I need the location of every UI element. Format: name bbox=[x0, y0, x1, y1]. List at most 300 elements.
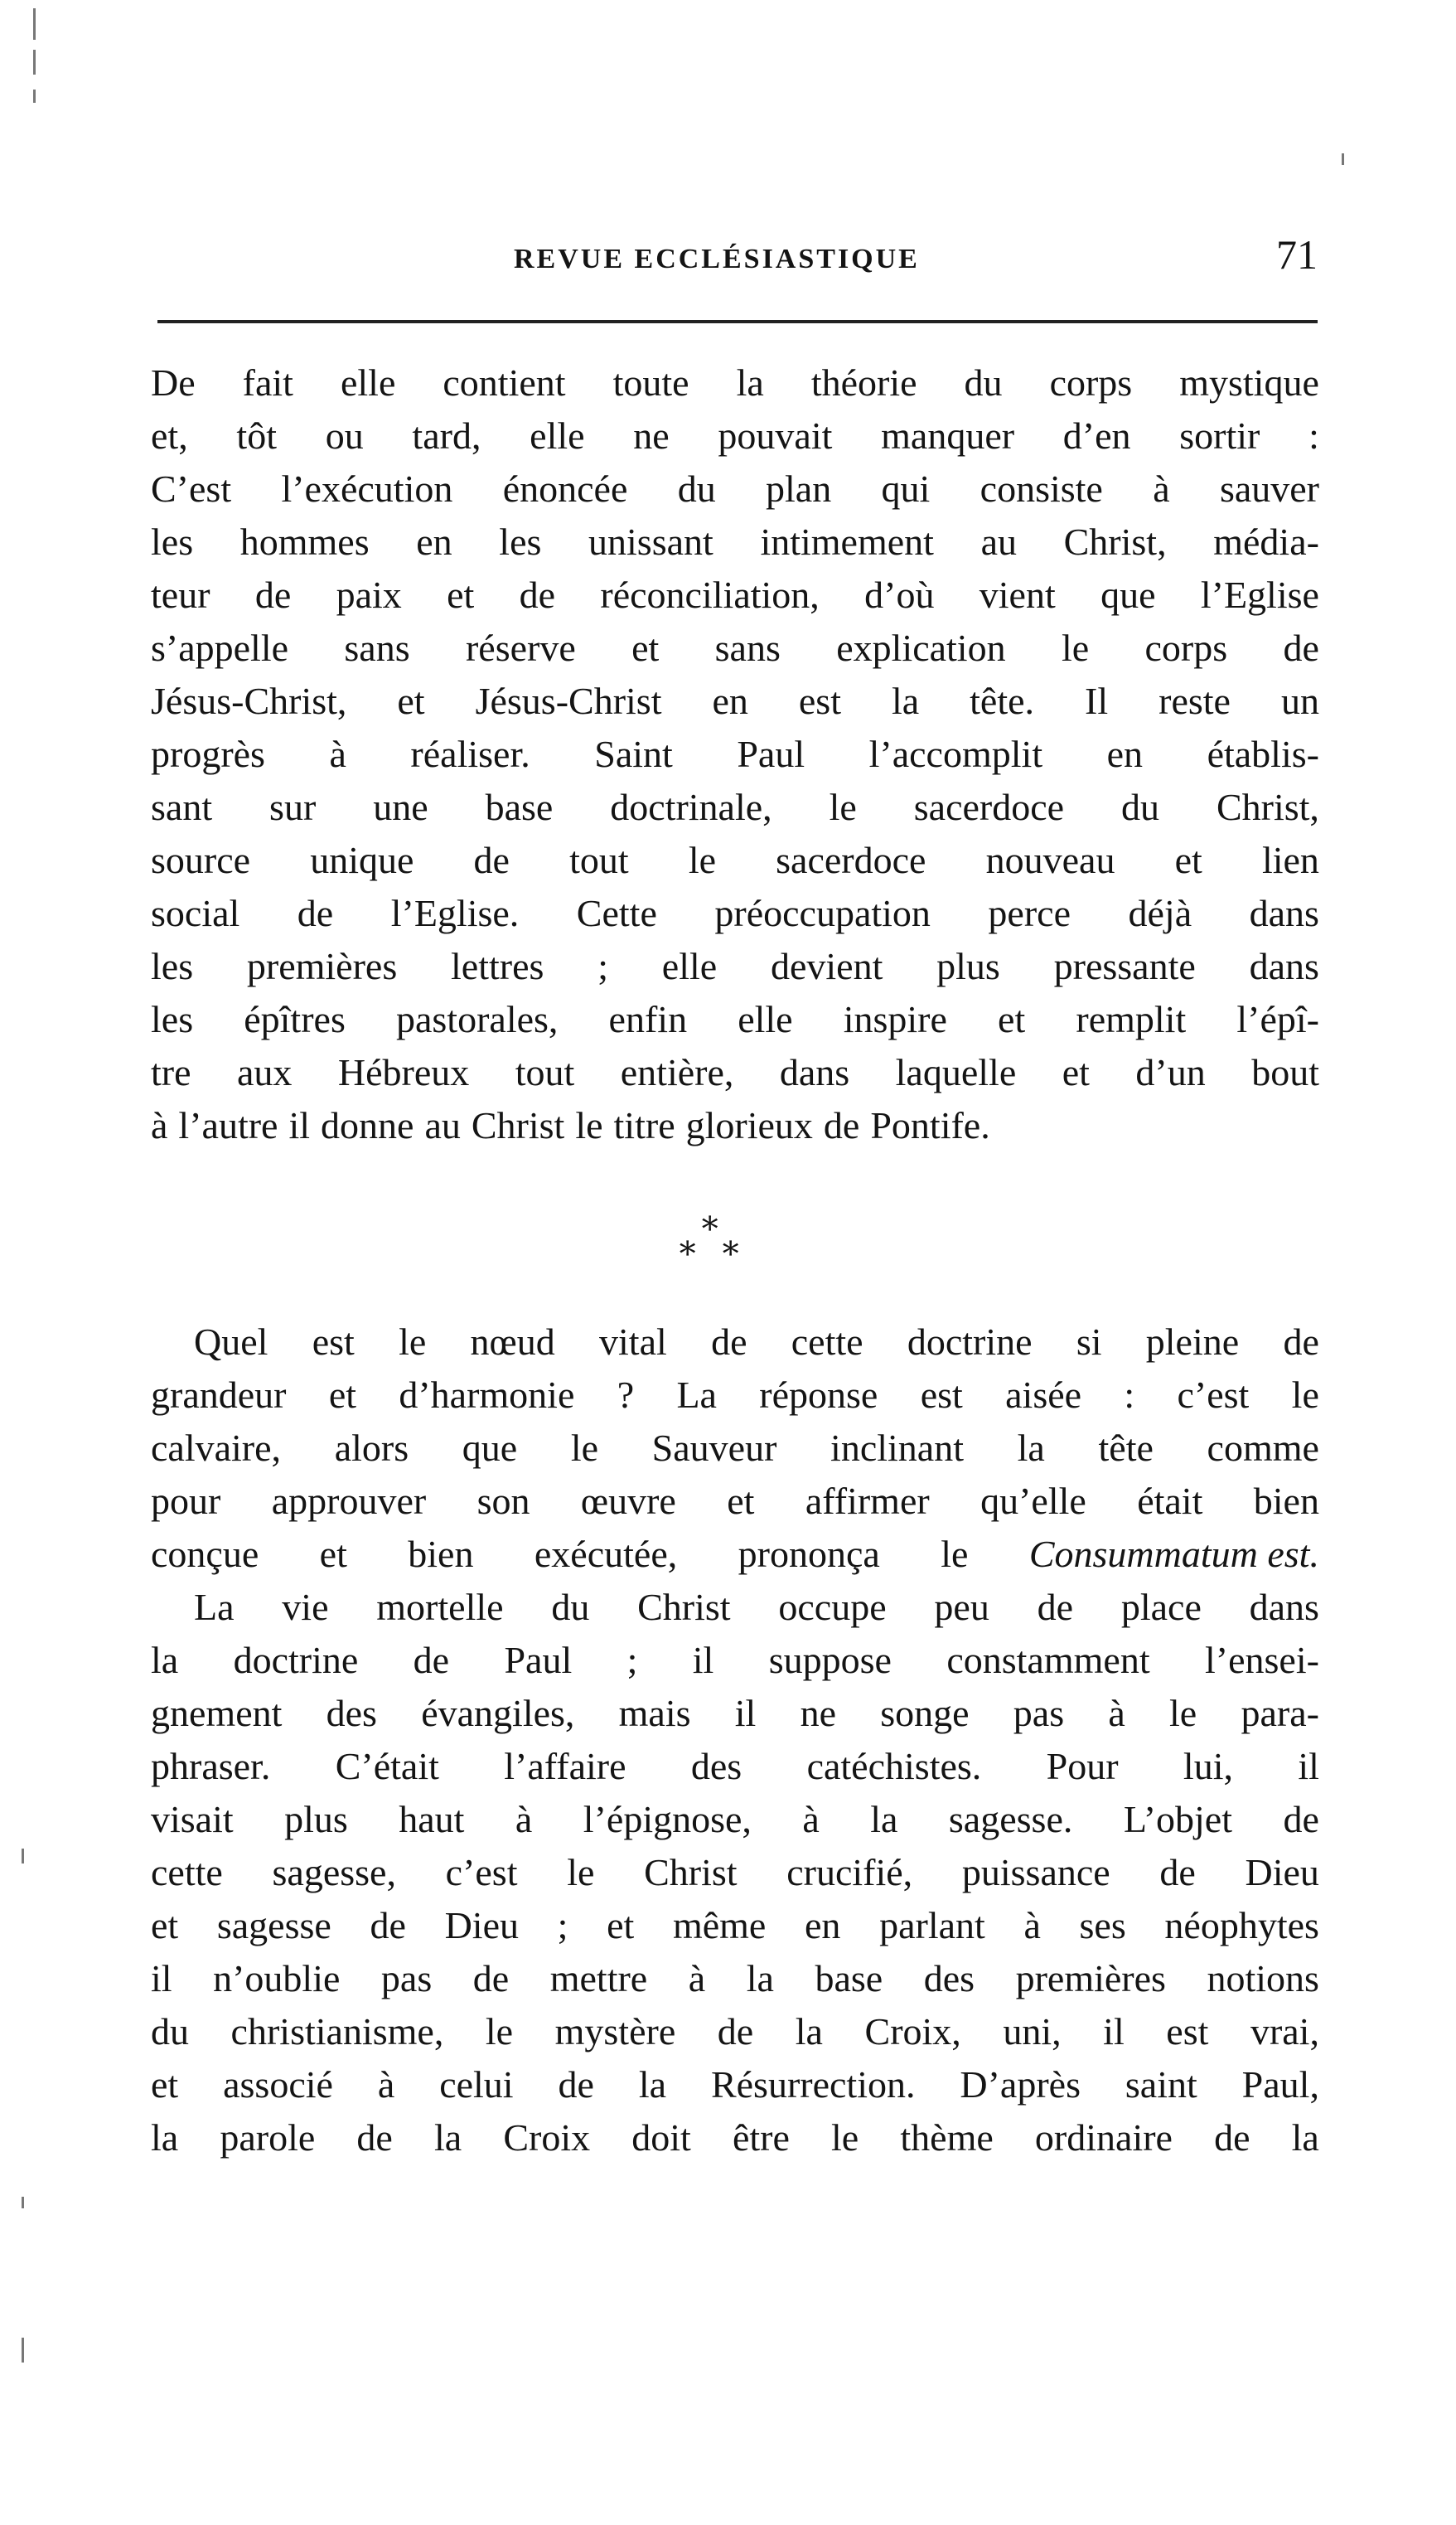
word: la bbox=[638, 2063, 667, 2106]
word: enfin bbox=[608, 998, 688, 1040]
word: du bbox=[677, 468, 716, 510]
text-line bbox=[151, 1475, 1319, 1528]
word: tête. bbox=[970, 680, 1035, 722]
word: remplit bbox=[1076, 998, 1187, 1040]
word: néophytes bbox=[1164, 1904, 1319, 1946]
word: doctrine bbox=[233, 1639, 359, 1681]
word: dans bbox=[779, 1051, 850, 1093]
word: de bbox=[558, 2063, 594, 2106]
word: christianisme, bbox=[230, 2010, 444, 2052]
word: visait bbox=[151, 1798, 234, 1840]
word: entière, bbox=[620, 1051, 734, 1093]
word: à bbox=[329, 733, 346, 775]
word: ; bbox=[597, 945, 608, 987]
word: la bbox=[1017, 1427, 1045, 1469]
word: calvaire, bbox=[151, 1427, 282, 1469]
word: la bbox=[746, 1957, 774, 1999]
word: est bbox=[798, 680, 841, 722]
word: pleine bbox=[1145, 1321, 1240, 1363]
word: l’exécution bbox=[281, 468, 453, 510]
word: crucifié, bbox=[786, 1851, 913, 1893]
word: la bbox=[1291, 2116, 1319, 2159]
text-line bbox=[151, 463, 1319, 516]
text-line bbox=[151, 1687, 1319, 1740]
text-line bbox=[151, 1634, 1319, 1687]
scan-mark bbox=[1342, 153, 1344, 165]
word: Paul, bbox=[1241, 2063, 1319, 2106]
word: cette bbox=[791, 1321, 863, 1363]
word: sagesse. bbox=[948, 1798, 1073, 1840]
word: la bbox=[433, 2116, 462, 2159]
word: du bbox=[964, 361, 1003, 404]
word: Saint bbox=[594, 733, 673, 775]
word: La bbox=[194, 1586, 235, 1628]
word: et, bbox=[151, 414, 188, 457]
word: place bbox=[1120, 1586, 1202, 1628]
word: média- bbox=[1213, 521, 1319, 563]
word: elle bbox=[738, 998, 793, 1040]
text-line bbox=[151, 516, 1319, 569]
word: mortelle bbox=[376, 1586, 504, 1628]
word: il bbox=[692, 1639, 714, 1681]
running-title: REVUE ECCLÉSIASTIQUE bbox=[514, 244, 920, 274]
word: c’est bbox=[1177, 1374, 1250, 1416]
word: doctrine bbox=[907, 1321, 1033, 1363]
word: les bbox=[151, 945, 194, 987]
word: Dieu bbox=[1245, 1851, 1319, 1893]
word: évangiles, bbox=[421, 1692, 575, 1734]
text-line bbox=[151, 1952, 1319, 2005]
word: œuvre bbox=[580, 1480, 676, 1522]
word: dans bbox=[1249, 892, 1319, 934]
word: mais bbox=[618, 1692, 691, 1734]
word: puissance bbox=[961, 1851, 1110, 1893]
word: Christ bbox=[637, 1586, 731, 1628]
word: sagesse, bbox=[272, 1851, 396, 1893]
word: manquer bbox=[881, 414, 1015, 457]
word: exécutée, bbox=[534, 1533, 678, 1575]
word: pour bbox=[151, 1480, 221, 1522]
word: il bbox=[151, 1957, 172, 1999]
word: de bbox=[1283, 1798, 1319, 1840]
word: les bbox=[151, 521, 194, 563]
word: même bbox=[672, 1904, 767, 1946]
word: être bbox=[732, 2116, 790, 2159]
word: et bbox=[998, 998, 1026, 1040]
word: la bbox=[795, 2010, 823, 2052]
word: explication bbox=[836, 627, 1006, 669]
word: Christ bbox=[471, 1104, 565, 1146]
word: Croix bbox=[503, 2116, 591, 2159]
word: devient bbox=[770, 945, 883, 987]
word: et bbox=[727, 1480, 755, 1522]
word: C’est bbox=[151, 468, 232, 510]
word: vie bbox=[282, 1586, 329, 1628]
word: l’ensei- bbox=[1204, 1639, 1319, 1681]
word: des bbox=[690, 1745, 743, 1787]
word: comme bbox=[1207, 1427, 1319, 1469]
text-line bbox=[151, 781, 1319, 834]
word: la bbox=[736, 361, 764, 404]
word: du bbox=[151, 2010, 189, 2052]
word: bien bbox=[408, 1533, 474, 1575]
word: notions bbox=[1207, 1957, 1319, 1999]
word: de bbox=[254, 574, 292, 616]
word: le bbox=[567, 1851, 595, 1893]
word: Sauveur bbox=[651, 1427, 777, 1469]
word: d’où bbox=[864, 574, 935, 616]
word: celui bbox=[439, 2063, 514, 2106]
word: que bbox=[1100, 574, 1156, 616]
word: n’oublie bbox=[213, 1957, 341, 1999]
word: et bbox=[631, 627, 660, 669]
word: C’était bbox=[335, 1745, 439, 1787]
word: Cette bbox=[576, 892, 657, 934]
word: Paul bbox=[737, 733, 805, 775]
text-line bbox=[151, 834, 1319, 887]
word: la bbox=[891, 680, 920, 722]
asterisk-mark: ∗ bbox=[699, 1204, 722, 1241]
text-line bbox=[151, 887, 1319, 940]
word: bout bbox=[1251, 1051, 1319, 1093]
word: et bbox=[447, 574, 475, 616]
word: paix bbox=[336, 574, 402, 616]
word: Paul bbox=[504, 1639, 573, 1681]
word: il bbox=[734, 1692, 757, 1734]
word: L’objet bbox=[1123, 1798, 1232, 1840]
word: titre bbox=[613, 1104, 675, 1146]
word: est bbox=[920, 1374, 963, 1416]
word: tre bbox=[151, 1051, 191, 1093]
word: de bbox=[473, 839, 510, 881]
word: haut bbox=[399, 1798, 465, 1840]
word: Christ bbox=[644, 1851, 738, 1893]
word: au bbox=[424, 1104, 461, 1146]
word: le bbox=[829, 786, 857, 828]
word: du bbox=[1121, 786, 1160, 828]
word: l’Eglise. bbox=[390, 892, 520, 934]
word: saint bbox=[1125, 2063, 1197, 2106]
word: au bbox=[980, 521, 1017, 563]
text-line bbox=[151, 1528, 1319, 1581]
word: phraser. bbox=[151, 1745, 271, 1787]
word: sauver bbox=[1219, 468, 1319, 510]
word: à bbox=[515, 1798, 533, 1840]
word: base bbox=[815, 1957, 883, 1999]
word: et bbox=[1174, 839, 1202, 881]
word: conçue bbox=[151, 1533, 259, 1575]
page-header bbox=[157, 224, 1318, 290]
word: : bbox=[1124, 1374, 1135, 1416]
word: ne bbox=[800, 1692, 836, 1734]
word: l’accomplit bbox=[868, 733, 1043, 775]
text-line bbox=[151, 1846, 1319, 1899]
word: à bbox=[377, 2063, 395, 2106]
word: lien bbox=[1261, 839, 1319, 881]
word: à bbox=[688, 1957, 706, 1999]
word: De bbox=[151, 361, 196, 404]
word: tête bbox=[1098, 1427, 1154, 1469]
word: corps bbox=[1144, 627, 1228, 669]
word: le bbox=[570, 1427, 599, 1469]
word: Christ, bbox=[1063, 521, 1167, 563]
word: dans bbox=[1249, 1586, 1319, 1628]
word: parole bbox=[220, 2116, 316, 2159]
word: à bbox=[1153, 468, 1170, 510]
word: Jésus-Christ bbox=[475, 680, 662, 722]
word: ? bbox=[617, 1374, 635, 1416]
word: pressante bbox=[1053, 945, 1196, 987]
word: Christ, bbox=[1216, 786, 1319, 828]
word: Résurrection. bbox=[710, 2063, 916, 2106]
word: théorie bbox=[810, 361, 917, 404]
word: mettre bbox=[549, 1957, 648, 1999]
word: et bbox=[397, 680, 425, 722]
word: pouvait bbox=[718, 414, 833, 457]
word: base bbox=[485, 786, 554, 828]
word: de bbox=[472, 1957, 510, 1999]
text-line bbox=[151, 728, 1319, 781]
word: associé bbox=[223, 2063, 333, 2106]
scan-mark bbox=[22, 1849, 24, 1863]
scan-mark bbox=[22, 2197, 24, 2208]
word: unique bbox=[310, 839, 414, 881]
word: lettres bbox=[451, 945, 544, 987]
word: sacerdoce bbox=[913, 786, 1065, 828]
word: mystique bbox=[1179, 361, 1319, 404]
word: le bbox=[575, 1104, 603, 1146]
word: consiste bbox=[980, 468, 1103, 510]
text-line bbox=[151, 2058, 1319, 2111]
word: tout bbox=[569, 839, 629, 881]
word: plus bbox=[284, 1798, 348, 1840]
word: réserve bbox=[465, 627, 576, 669]
word: social bbox=[151, 892, 240, 934]
text-line bbox=[151, 410, 1319, 463]
word: tout bbox=[515, 1051, 575, 1093]
word: des bbox=[326, 1692, 377, 1734]
word: alors bbox=[334, 1427, 409, 1469]
word: ; bbox=[557, 1904, 568, 1946]
word: affirmer bbox=[805, 1480, 930, 1522]
word: nouveau bbox=[985, 839, 1115, 881]
word: source bbox=[151, 839, 251, 881]
word: à bbox=[1023, 1904, 1041, 1946]
word: elle bbox=[340, 361, 396, 404]
text-line bbox=[151, 1793, 1319, 1846]
word: plan bbox=[766, 468, 832, 510]
paragraph-2-and-3 bbox=[151, 1316, 1319, 2164]
word: Hébreux bbox=[337, 1051, 470, 1093]
word: épîtres bbox=[244, 998, 346, 1040]
word: toute bbox=[612, 361, 689, 404]
word: en bbox=[1106, 733, 1144, 775]
word: la bbox=[151, 1639, 179, 1681]
word: Dieu bbox=[444, 1904, 519, 1946]
word: si bbox=[1076, 1321, 1102, 1363]
word: plus bbox=[936, 945, 1000, 987]
word: ou bbox=[325, 414, 364, 457]
word: réconciliation, bbox=[600, 574, 820, 616]
scan-mark bbox=[33, 8, 36, 40]
word: préoccupation bbox=[714, 892, 931, 934]
word: de bbox=[370, 1904, 406, 1946]
word: d’harmonie bbox=[399, 1374, 575, 1416]
word: de bbox=[1037, 1586, 1074, 1628]
word: aux bbox=[236, 1051, 293, 1093]
word: les bbox=[499, 521, 542, 563]
word: sagesse bbox=[216, 1904, 331, 1946]
word: approuver bbox=[271, 1480, 427, 1522]
text-line bbox=[151, 2005, 1319, 2058]
word: il bbox=[1103, 2010, 1125, 2052]
word: Pontife. bbox=[870, 1104, 990, 1146]
word: tard, bbox=[412, 414, 481, 457]
word: énoncée bbox=[502, 468, 628, 510]
word: grandeur bbox=[151, 1374, 287, 1416]
text-line bbox=[151, 993, 1319, 1046]
word: le bbox=[831, 2116, 859, 2159]
word: aisée bbox=[1005, 1374, 1082, 1416]
scan-mark bbox=[33, 50, 36, 75]
word: sans bbox=[344, 627, 410, 669]
word: en bbox=[805, 1904, 841, 1946]
word: pastorales, bbox=[395, 998, 559, 1040]
text-line bbox=[151, 675, 1319, 728]
word: fait bbox=[242, 361, 293, 404]
word: l’épî- bbox=[1236, 998, 1319, 1040]
word: doit bbox=[631, 2116, 691, 2159]
word: Quel bbox=[194, 1321, 268, 1363]
word: catéchistes. bbox=[806, 1745, 982, 1787]
text-line bbox=[151, 1316, 1319, 1369]
text-line bbox=[151, 2111, 1319, 2164]
word: elle bbox=[530, 414, 585, 457]
word: pas bbox=[380, 1957, 433, 1999]
word: elle bbox=[661, 945, 718, 987]
asterisk-mark: ∗ bbox=[719, 1229, 743, 1266]
word: l’épignose, bbox=[583, 1798, 752, 1840]
word: de bbox=[1283, 627, 1319, 669]
word: pas bbox=[1013, 1692, 1065, 1734]
scan-mark bbox=[33, 90, 36, 103]
word: de bbox=[1159, 1851, 1196, 1893]
word: D’après bbox=[960, 2063, 1081, 2106]
text-line bbox=[151, 1422, 1319, 1475]
text-line bbox=[151, 1046, 1319, 1099]
word: parlant bbox=[879, 1904, 985, 1946]
word: de bbox=[1283, 1321, 1319, 1363]
word: et bbox=[607, 1904, 635, 1946]
word: son bbox=[476, 1480, 530, 1522]
word: l’Eglise bbox=[1200, 574, 1319, 616]
word: vital bbox=[599, 1321, 667, 1363]
text-line bbox=[151, 1581, 1319, 1634]
word: était bbox=[1137, 1480, 1203, 1522]
word: d’un bbox=[1135, 1051, 1206, 1093]
word: un bbox=[1280, 680, 1319, 722]
word: en bbox=[416, 521, 452, 563]
word: le bbox=[688, 839, 717, 881]
text-line bbox=[151, 1099, 1319, 1152]
page-number: 71 bbox=[1276, 231, 1318, 278]
word: glorieux bbox=[685, 1104, 813, 1146]
word: la bbox=[870, 1798, 898, 1840]
word: et bbox=[151, 1904, 179, 1946]
word: et bbox=[1062, 1051, 1090, 1093]
word: l’affaire bbox=[504, 1745, 626, 1787]
word: cette bbox=[151, 1851, 223, 1893]
word: sortir bbox=[1179, 414, 1260, 457]
word: d’en bbox=[1062, 414, 1131, 457]
italic-phrase: Consummatum est. bbox=[1028, 1533, 1319, 1575]
word: il bbox=[1298, 1745, 1319, 1787]
word: le bbox=[1169, 1692, 1197, 1734]
word: : bbox=[1308, 414, 1319, 457]
word: de bbox=[297, 892, 334, 934]
word: que bbox=[462, 1427, 518, 1469]
word: vrai, bbox=[1250, 2010, 1319, 2052]
word: inclinant bbox=[830, 1427, 965, 1469]
word: du bbox=[551, 1586, 590, 1628]
word: hommes bbox=[239, 521, 370, 563]
section-separator bbox=[671, 1206, 746, 1272]
word: vient bbox=[979, 574, 1056, 616]
word: sans bbox=[714, 627, 781, 669]
word: uni, bbox=[1003, 2010, 1062, 2052]
word: est bbox=[312, 1321, 355, 1363]
word: prononça bbox=[738, 1533, 880, 1575]
word: ses bbox=[1079, 1904, 1126, 1946]
word: gnement bbox=[151, 1692, 283, 1734]
header-rule bbox=[157, 320, 1318, 323]
word: sant bbox=[151, 786, 213, 828]
word: de bbox=[519, 574, 556, 616]
word: à bbox=[151, 1104, 168, 1146]
word: ; bbox=[626, 1639, 638, 1681]
word: suppose bbox=[768, 1639, 892, 1681]
word: corps bbox=[1049, 361, 1133, 404]
word: le bbox=[485, 2010, 514, 2052]
word: para- bbox=[1241, 1692, 1319, 1734]
word: Il bbox=[1085, 680, 1109, 722]
word: il bbox=[288, 1104, 311, 1146]
text-line bbox=[151, 1740, 1319, 1793]
scan-mark bbox=[22, 2338, 24, 2363]
text-line bbox=[151, 940, 1319, 993]
word: thème bbox=[900, 2116, 994, 2159]
word: de bbox=[717, 2010, 754, 2052]
word: lui, bbox=[1183, 1745, 1233, 1787]
word: contient bbox=[443, 361, 566, 404]
word: laquelle bbox=[895, 1051, 1017, 1093]
word: Pour bbox=[1046, 1745, 1119, 1787]
text-line bbox=[151, 1369, 1319, 1422]
text-line bbox=[151, 622, 1319, 675]
word: de bbox=[711, 1321, 747, 1363]
word: le bbox=[1291, 1374, 1319, 1416]
word: est bbox=[1166, 2010, 1209, 2052]
word: songe bbox=[880, 1692, 970, 1734]
word: qu’elle bbox=[980, 1480, 1086, 1522]
word: premières bbox=[1015, 1957, 1166, 1999]
word: de bbox=[1214, 2116, 1250, 2159]
word: réaliser. bbox=[410, 733, 530, 775]
word: Croix, bbox=[864, 2010, 961, 2052]
word: mystère bbox=[554, 2010, 676, 2052]
word: une bbox=[373, 786, 428, 828]
word: de bbox=[823, 1104, 860, 1146]
